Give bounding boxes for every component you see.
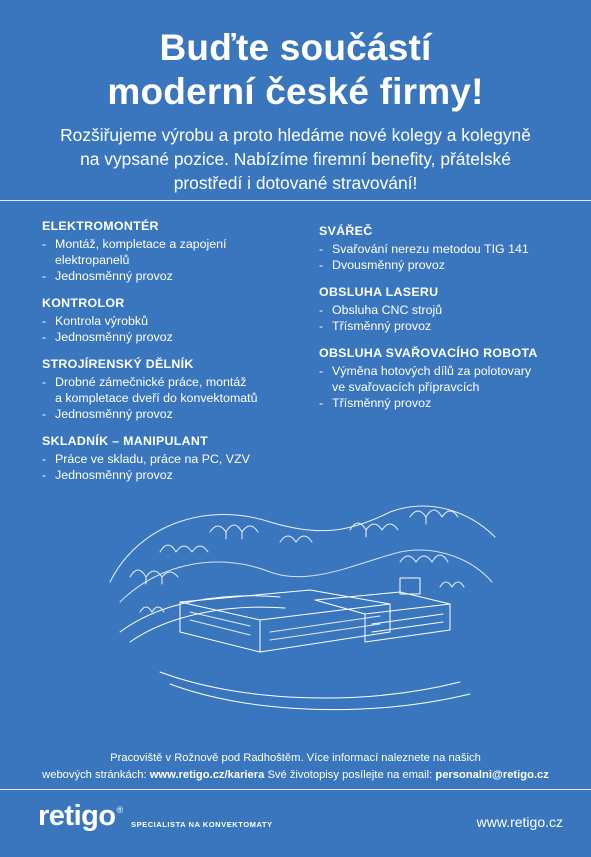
retigo-logo (38, 800, 123, 833)
job-line: - Obsluha CNC strojů (319, 302, 579, 318)
job-lines (42, 313, 292, 345)
job-line: - Jednosměnný provoz (42, 329, 292, 345)
headline-line-2: moderní české firmy! (107, 71, 484, 112)
career-link[interactable]: www.retigo.cz/kariera (149, 769, 265, 781)
job-line: - Svařování nerezu metodou TIG 141 (319, 241, 579, 257)
email-link[interactable]: personalni@retigo.cz (435, 769, 549, 781)
headline (0, 26, 591, 114)
intro-line-1: Rozšiřujeme výrobu a proto hledáme nové kolegy a kolegyně (60, 125, 531, 145)
bottom-divider (0, 789, 591, 790)
job-title: ELEKTROMONTÉR (42, 219, 159, 233)
job-line: ve svařovacích přípravcích (332, 380, 480, 394)
contact-note-line-1: Pracoviště v Rožnově pod Radhoštěm. Více informací naleznete na našich (110, 752, 481, 764)
job-lines (319, 241, 579, 273)
job-line: - Jednosměnný provoz (42, 406, 292, 422)
jobs-left-column (42, 218, 292, 494)
intro-line-2: na vypsané pozice. Nabízíme firemní benefity, přátelské (80, 149, 511, 169)
contact-note (10, 750, 581, 784)
tagline: SPECIALISTA NA KONVEKTOMATY (131, 820, 273, 829)
intro-text (20, 123, 571, 195)
job-obsluha-robota (319, 345, 579, 411)
job-title: SVÁŘEČ (319, 224, 373, 238)
job-title: OBSLUHA LASERU (319, 285, 439, 299)
job-kontrolor (42, 295, 292, 345)
contact-mid: Své životopisy posílejte na email: (264, 769, 436, 781)
logo-wordmark: retigo (38, 800, 116, 832)
job-line: - Jednosměnný provoz (42, 467, 292, 483)
job-strojirensky-delnik (42, 356, 292, 422)
contact-prefix: webových stránkách: (42, 769, 150, 781)
job-skladnik (42, 433, 292, 483)
job-lines (42, 451, 292, 483)
job-title: KONTROLOR (42, 296, 125, 310)
job-title: SKLADNÍK – MANIPULANT (42, 434, 208, 448)
jobs-right-column (319, 218, 579, 422)
website-link[interactable]: www.retigo.cz (476, 814, 563, 830)
job-line: - Montáž, kompletace a zapojení (42, 236, 292, 252)
job-line: - Kontrola výrobků (42, 313, 292, 329)
contact-note-line-2 (10, 767, 581, 784)
job-line: - Práce ve skladu, práce na PC, VZV (42, 451, 292, 467)
job-line: elektropanelů (55, 253, 130, 267)
job-line: a kompletace dveří do konvektomatů (55, 391, 258, 405)
job-line: - Třísměnný provoz (319, 318, 579, 334)
headline-line-1: Buďte součástí (159, 27, 432, 68)
top-divider (0, 200, 591, 201)
intro-line-3: prostředí i dotované stravování! (173, 173, 418, 193)
job-obsluha-laseru (319, 284, 579, 334)
factory-illustration (100, 492, 500, 732)
job-line: - Drobné zámečnické práce, montáž (42, 374, 292, 390)
job-title: STROJÍRENSKÝ DĚLNÍK (42, 357, 194, 371)
job-lines (319, 363, 579, 411)
job-line: - Výměna hotových dílů za polotovary (319, 363, 579, 379)
job-lines (42, 374, 292, 422)
job-lines (319, 302, 579, 334)
job-svarec (319, 223, 579, 273)
registered-mark: ® (116, 805, 124, 815)
job-line: - Třísměnný provoz (319, 395, 579, 411)
job-title: OBSLUHA SVAŘOVACÍHO ROBOTA (319, 346, 538, 360)
job-lines (42, 236, 292, 284)
job-line: - Dvousměnný provoz (319, 257, 579, 273)
job-elektromonter (42, 218, 292, 284)
job-line: - Jednosměnný provoz (42, 268, 292, 284)
